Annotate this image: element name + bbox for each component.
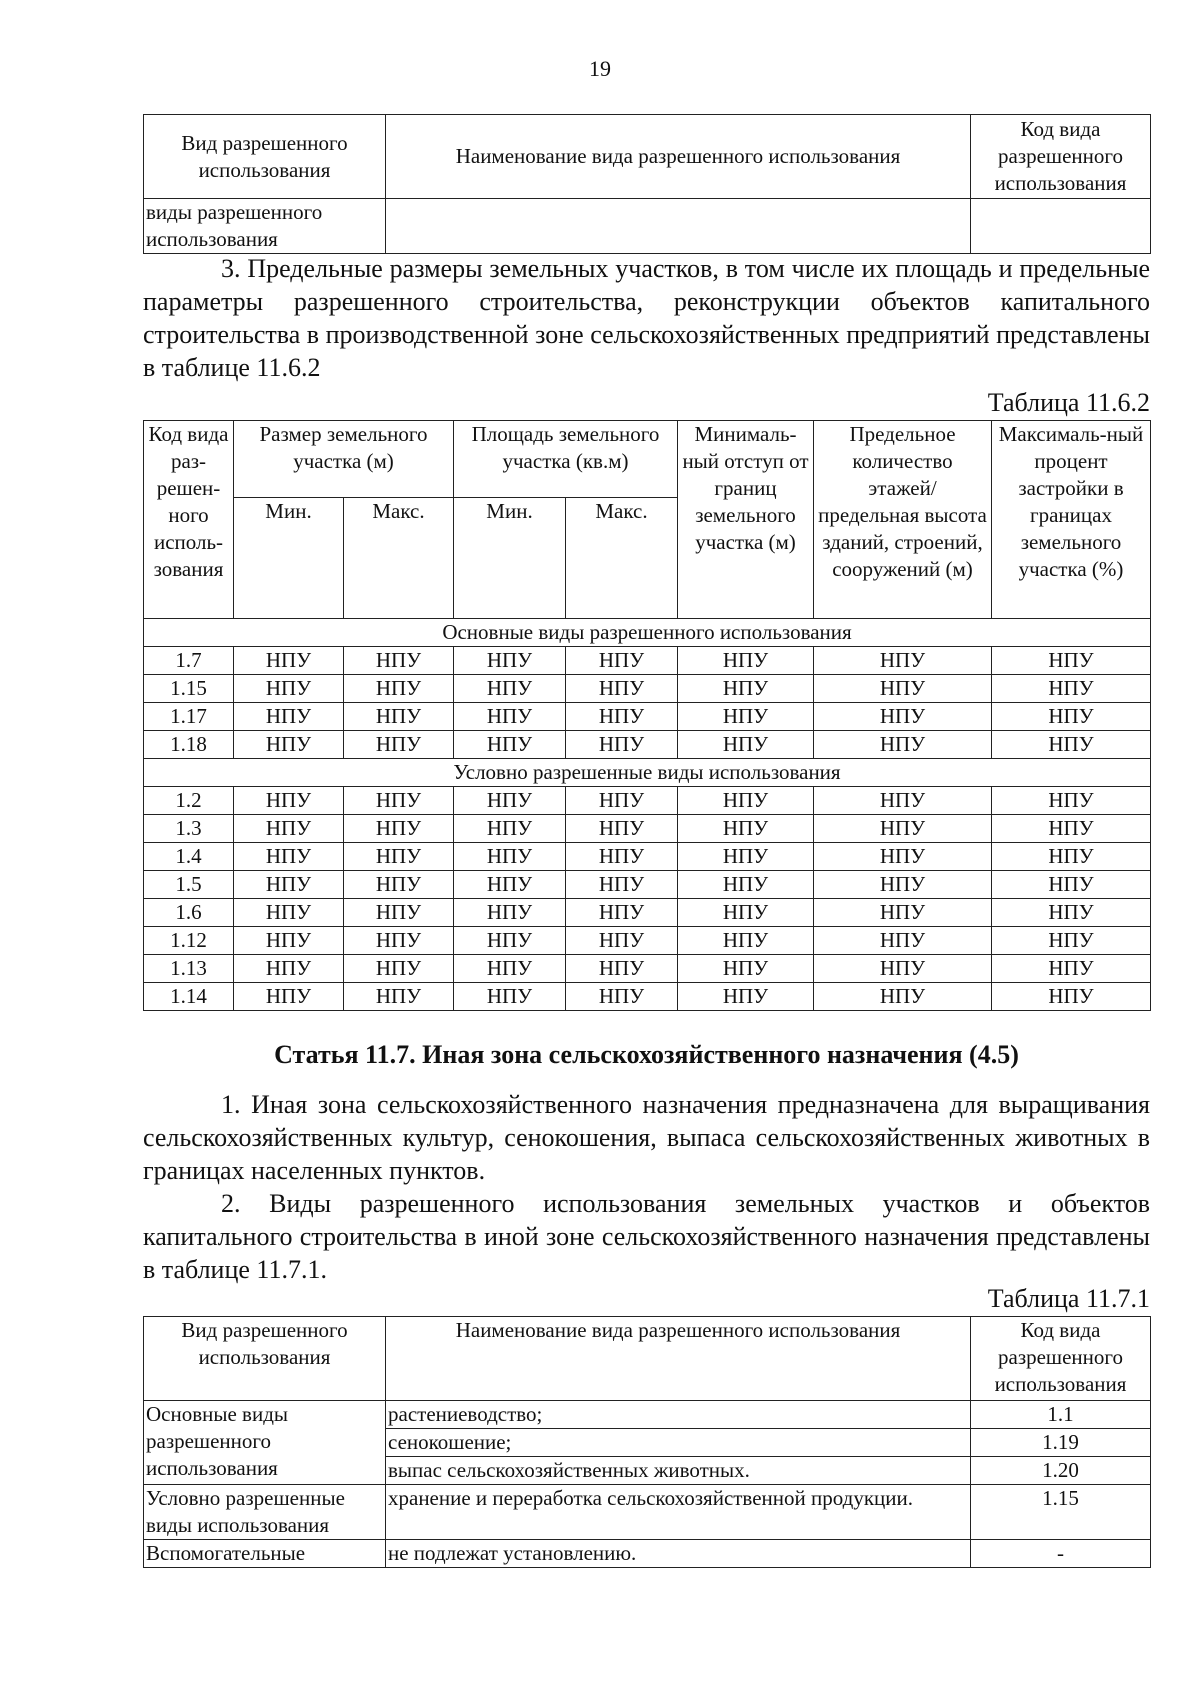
row-value: НПУ xyxy=(992,675,1151,703)
row-value: НПУ xyxy=(234,871,344,899)
table-row xyxy=(144,983,1151,1011)
row-value: НПУ xyxy=(814,955,992,983)
row-value: НПУ xyxy=(234,927,344,955)
row-value: НПУ xyxy=(814,731,992,759)
row-value: НПУ xyxy=(992,787,1151,815)
row-value: НПУ xyxy=(992,731,1151,759)
row-value: НПУ xyxy=(344,899,454,927)
header-code: Код вида разрешенного использования xyxy=(971,115,1151,199)
group-auxiliary: Вспомогательные xyxy=(144,1540,386,1568)
row-code: 1.14 xyxy=(144,983,234,1011)
row-value: НПУ xyxy=(992,815,1151,843)
section-main: Основные виды разрешенного использования xyxy=(144,619,1151,647)
header-plot-area: Площадь земельного участка (кв.м) xyxy=(454,421,678,498)
row-value: НПУ xyxy=(566,815,678,843)
row-value: НПУ xyxy=(566,731,678,759)
row-value: НПУ xyxy=(344,703,454,731)
row-value: НПУ xyxy=(344,927,454,955)
row-code: 1.15 xyxy=(971,1485,1151,1540)
row-value: НПУ xyxy=(678,787,814,815)
row-name: выпас сельскохозяйственных животных. xyxy=(386,1457,971,1485)
row-code: 1.4 xyxy=(144,843,234,871)
row-value: НПУ xyxy=(814,843,992,871)
table-11-7-1 xyxy=(143,1316,1151,1568)
row-value: НПУ xyxy=(454,843,566,871)
row-value: НПУ xyxy=(454,983,566,1011)
row-value: НПУ xyxy=(234,675,344,703)
row-code: 1.3 xyxy=(144,815,234,843)
row-value: НПУ xyxy=(344,983,454,1011)
row-value: НПУ xyxy=(992,647,1151,675)
row-value: НПУ xyxy=(814,871,992,899)
row-value: НПУ xyxy=(814,787,992,815)
row-value: НПУ xyxy=(678,843,814,871)
row-value: НПУ xyxy=(454,787,566,815)
row-value: НПУ xyxy=(344,955,454,983)
table-row xyxy=(144,871,1151,899)
row-name: растениеводство; xyxy=(386,1401,971,1429)
table-row xyxy=(144,731,1151,759)
row-value: НПУ xyxy=(992,927,1151,955)
row-type: виды разрешенного использования xyxy=(144,199,386,254)
row-value: НПУ xyxy=(344,871,454,899)
table-11-6-2 xyxy=(143,420,1151,1011)
table-row xyxy=(144,815,1151,843)
row-value: НПУ xyxy=(814,899,992,927)
header-type: Вид разрешенного использования xyxy=(144,115,386,199)
row-code: 1.12 xyxy=(144,927,234,955)
row-value: НПУ xyxy=(234,787,344,815)
table-caption-11-6-2: Таблица 11.6.2 xyxy=(987,388,1150,417)
row-code: - xyxy=(971,1540,1151,1568)
row-code: 1.17 xyxy=(144,703,234,731)
row-value: НПУ xyxy=(566,955,678,983)
header-setback: Минималь-ный отступ от границ земельного участка (м) xyxy=(678,421,814,619)
row-value: НПУ xyxy=(992,703,1151,731)
row-value: НПУ xyxy=(814,647,992,675)
page-number: 19 xyxy=(589,56,611,81)
row-value: НПУ xyxy=(234,647,344,675)
row-value: НПУ xyxy=(992,871,1151,899)
row-value: НПУ xyxy=(678,703,814,731)
header-floors: Предельное количество этажей/ предельная высота зданий, строений, сооружений (м) xyxy=(814,421,992,619)
row-value: НПУ xyxy=(344,675,454,703)
section-conditional: Условно разрешенные виды использования xyxy=(144,759,1151,787)
row-value: НПУ xyxy=(566,871,678,899)
header-size-max: Макс. xyxy=(344,498,454,619)
row-value: НПУ xyxy=(678,899,814,927)
row-value: НПУ xyxy=(454,871,566,899)
header-type: Вид разрешенного использования xyxy=(144,1317,386,1401)
row-value: НПУ xyxy=(678,927,814,955)
row-code: 1.15 xyxy=(144,675,234,703)
row-value: НПУ xyxy=(454,731,566,759)
row-value: НПУ xyxy=(454,927,566,955)
row-code: 1.7 xyxy=(144,647,234,675)
header-name: Наименование вида разрешенного использования xyxy=(386,115,971,199)
row-value: НПУ xyxy=(814,703,992,731)
row-value: НПУ xyxy=(454,815,566,843)
row-code: 1.2 xyxy=(144,787,234,815)
row-value: НПУ xyxy=(454,703,566,731)
row-value: НПУ xyxy=(678,815,814,843)
row-value: НПУ xyxy=(454,955,566,983)
row-value: НПУ xyxy=(234,731,344,759)
row-name: сенокошение; xyxy=(386,1429,971,1457)
row-value: НПУ xyxy=(814,983,992,1011)
row-code: 1.6 xyxy=(144,899,234,927)
row-name xyxy=(386,199,971,254)
table-row xyxy=(144,927,1151,955)
table-row xyxy=(144,843,1151,871)
header-area-min: Мин. xyxy=(454,498,566,619)
row-code: 1.13 xyxy=(144,955,234,983)
article-heading: Статья 11.7. Иная зона сельскохозяйственного назначения (4.5) xyxy=(274,1040,1019,1069)
table-row xyxy=(144,675,1151,703)
row-value: НПУ xyxy=(566,843,678,871)
row-value: НПУ xyxy=(566,983,678,1011)
row-value: НПУ xyxy=(566,703,678,731)
row-code: 1.20 xyxy=(971,1457,1151,1485)
header-area-max: Макс. xyxy=(566,498,678,619)
row-value: НПУ xyxy=(454,899,566,927)
table-row xyxy=(144,647,1151,675)
row-code: 1.5 xyxy=(144,871,234,899)
table-row xyxy=(144,703,1151,731)
row-value: НПУ xyxy=(234,899,344,927)
group-conditional: Условно разрешенные виды использования xyxy=(144,1485,386,1540)
table-row xyxy=(144,787,1151,815)
row-code: 1.18 xyxy=(144,731,234,759)
header-name: Наименование вида разрешенного использования xyxy=(386,1317,971,1401)
table-row xyxy=(144,899,1151,927)
header-coverage: Максималь-ный процент застройки в границах земельного участка (%) xyxy=(992,421,1151,619)
row-value: НПУ xyxy=(344,787,454,815)
row-value: НПУ xyxy=(454,647,566,675)
row-value: НПУ xyxy=(678,871,814,899)
row-value: НПУ xyxy=(814,815,992,843)
row-value: НПУ xyxy=(566,899,678,927)
conditional-uses-body xyxy=(144,759,1151,1011)
table-caption-11-7-1: Таблица 11.7.1 xyxy=(987,1284,1150,1313)
row-code xyxy=(971,199,1151,254)
table-top-continuation xyxy=(143,114,1151,254)
row-value: НПУ xyxy=(992,955,1151,983)
row-value: НПУ xyxy=(344,843,454,871)
row-value: НПУ xyxy=(814,927,992,955)
header-plot-size: Размер земельного участка (м) xyxy=(234,421,454,498)
paragraph-2: 2. Виды разрешенного использования земельных участков и объектов капитального строительства в иной зоне сельскохозяйственного назначения представлены в таблице 11.7.1. xyxy=(143,1189,1150,1284)
row-value: НПУ xyxy=(992,983,1151,1011)
header-code: Код вида раз-решен-ного исполь-зования xyxy=(144,421,234,619)
row-value: НПУ xyxy=(234,703,344,731)
paragraph-1: 1. Иная зона сельскохозяйственного назначения предназначена для выращивания сельскохозяйственных культур, сенокошения, выпаса сельскохозяйственных животных в границах населенных пунктов. xyxy=(143,1090,1150,1185)
row-value: НПУ xyxy=(344,731,454,759)
main-uses-body xyxy=(144,619,1151,759)
row-value: НПУ xyxy=(678,647,814,675)
row-value: НПУ xyxy=(566,675,678,703)
row-value: НПУ xyxy=(234,843,344,871)
row-code: 1.19 xyxy=(971,1429,1151,1457)
table-row xyxy=(144,955,1151,983)
row-value: НПУ xyxy=(678,955,814,983)
row-value: НПУ xyxy=(344,815,454,843)
header-code: Код вида разрешенного использования xyxy=(971,1317,1151,1401)
row-name: хранение и переработка сельскохозяйственной продукции. xyxy=(386,1485,971,1540)
row-value: НПУ xyxy=(678,983,814,1011)
row-value: НПУ xyxy=(344,647,454,675)
row-value: НПУ xyxy=(454,675,566,703)
header-size-min: Мин. xyxy=(234,498,344,619)
row-name: не подлежат установлению. xyxy=(386,1540,971,1568)
row-code: 1.1 xyxy=(971,1401,1151,1429)
row-value: НПУ xyxy=(992,899,1151,927)
row-value: НПУ xyxy=(566,927,678,955)
row-value: НПУ xyxy=(814,675,992,703)
row-value: НПУ xyxy=(234,815,344,843)
row-value: НПУ xyxy=(234,983,344,1011)
group-main: Основные виды разрешенного использования xyxy=(144,1401,386,1485)
row-value: НПУ xyxy=(992,843,1151,871)
row-value: НПУ xyxy=(566,647,678,675)
paragraph-3: 3. Предельные размеры земельных участков, в том числе их площадь и предельные параметры разрешенного строительства, реконструкции объектов капитального строительства в производственной зоне сельскохозяйственных предприятий представлены в таблице 11.6.2 xyxy=(143,254,1150,382)
row-value: НПУ xyxy=(678,731,814,759)
row-value: НПУ xyxy=(566,787,678,815)
row-value: НПУ xyxy=(678,675,814,703)
row-value: НПУ xyxy=(234,955,344,983)
